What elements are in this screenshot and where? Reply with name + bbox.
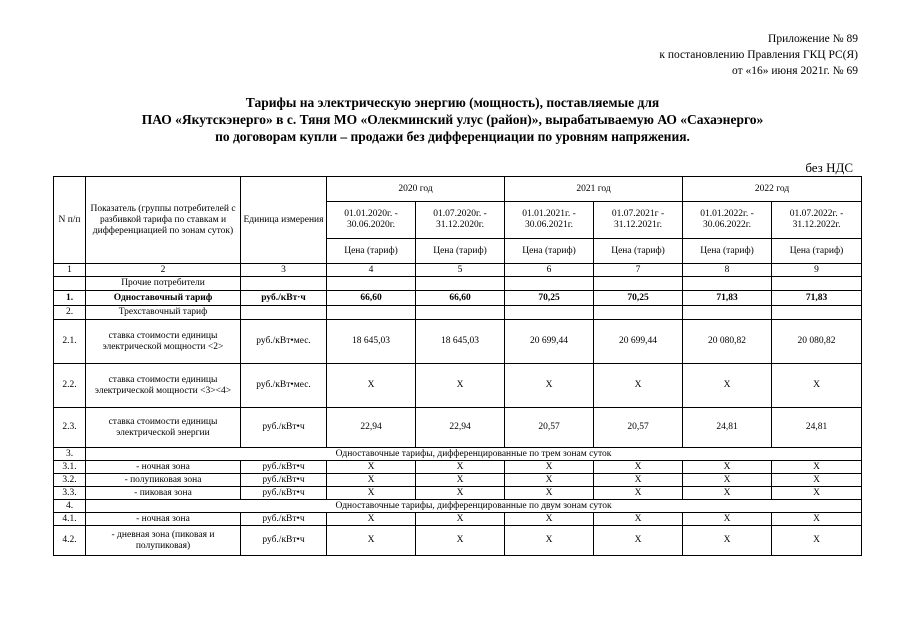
row-value: X [772, 461, 862, 474]
col-number: 8 [683, 264, 772, 277]
header-period: 01.01.2020г. - 30.06.2020г. [327, 202, 416, 239]
title-line-2: ПАО «Якутскэнерго» в с. Тяня МО «Олекминский улус (район)», вырабатываемую АО «Сахаэнерго» [141, 112, 764, 127]
row-num: 4. [54, 500, 86, 513]
header-price: Цена (тариф) [416, 239, 505, 264]
row-value: 24,81 [772, 408, 862, 448]
row-value: 18 645,03 [416, 320, 505, 364]
col-number: 6 [505, 264, 594, 277]
header-price: Цена (тариф) [505, 239, 594, 264]
appendix-number: Приложение № 89 [768, 33, 858, 45]
row-num: 4.1. [54, 513, 86, 526]
header-year-2022: 2022 год [683, 177, 862, 202]
row-value: X [416, 526, 505, 556]
row-value: X [683, 364, 772, 408]
table-row-half-peak-zone [54, 474, 862, 487]
table-row-day-zone [54, 526, 862, 556]
row-name: ставка стоимости единицы электрической мощности <2> [86, 320, 241, 364]
row-num: 1. [54, 291, 86, 306]
row-value: X [505, 513, 594, 526]
title-line-3: по договорам купли – продажи без дифференциации по уровням напряжения. [215, 129, 690, 144]
row-name: Одноставочный тариф [86, 291, 241, 306]
header-year-2021: 2021 год [505, 177, 683, 202]
row-value: 20 699,44 [505, 320, 594, 364]
row-value: X [594, 461, 683, 474]
table-row-peak-zone [54, 487, 862, 500]
row-value: X [327, 364, 416, 408]
col-number: 3 [241, 264, 327, 277]
row-unit: руб./кВт•ч [241, 461, 327, 474]
row-value: X [683, 461, 772, 474]
table-row-capacity-rate-2 [54, 364, 862, 408]
row-name: - пиковая зона [86, 487, 241, 500]
header-year-2020: 2020 год [327, 177, 505, 202]
table-row-night-zone [54, 461, 862, 474]
row-value: X [683, 513, 772, 526]
row-unit: руб./кВт•мес. [241, 320, 327, 364]
row-unit: руб./кВт•ч [241, 487, 327, 500]
row-value: 70,25 [594, 291, 683, 306]
row-value: X [505, 487, 594, 500]
row-value: 70,25 [505, 291, 594, 306]
title-line-1: Тарифы на электрическую энергию (мощность), поставляемые для [245, 95, 660, 110]
row-num: 3.1. [54, 461, 86, 474]
row-value: X [772, 526, 862, 556]
row-value: 24,81 [683, 408, 772, 448]
row-value: X [327, 513, 416, 526]
row-unit: руб./кВт•ч [241, 474, 327, 487]
row-num: 2.1. [54, 320, 86, 364]
row-value: X [416, 474, 505, 487]
appendix-block [659, 31, 858, 79]
row-value: 20 080,82 [683, 320, 772, 364]
row-value: X [505, 526, 594, 556]
row-name: ставка стоимости единицы электрической мощности <3><4> [86, 364, 241, 408]
row-value: X [594, 526, 683, 556]
row-value: 22,94 [327, 408, 416, 448]
row-value: 66,60 [416, 291, 505, 306]
row-name: Одноставочные тарифы, дифференцированные по двум зонам суток [86, 500, 862, 513]
vat-note: без НДС [805, 160, 853, 175]
row-value: X [683, 526, 772, 556]
table-row-energy-rate [54, 408, 862, 448]
appendix-resolution: к постановлению Правления ГКЦ РС(Я) [659, 49, 858, 61]
table-row-two-zones [54, 500, 862, 513]
header-period: 01.07.2020г. - 31.12.2020г. [416, 202, 505, 239]
row-value: 20 080,82 [772, 320, 862, 364]
col-number: 7 [594, 264, 683, 277]
row-num: 3. [54, 448, 86, 461]
group-row-other-consumers [54, 277, 862, 291]
row-value: 20,57 [505, 408, 594, 448]
row-value: X [594, 487, 683, 500]
col-number: 1 [54, 264, 86, 277]
row-num: 2.3. [54, 408, 86, 448]
row-num: 2. [54, 306, 86, 320]
row-value: 20 699,44 [594, 320, 683, 364]
row-num: 4.2. [54, 526, 86, 556]
row-value: X [683, 474, 772, 487]
row-num: 2.2. [54, 364, 86, 408]
row-name: - ночная зона [86, 513, 241, 526]
row-name: Одноставочные тарифы, дифференцированные по трем зонам суток [86, 448, 862, 461]
row-value: X [416, 487, 505, 500]
row-unit: руб./кВт•ч [241, 526, 327, 556]
row-value: X [594, 513, 683, 526]
header-period: 01.07.2022г. - 31.12.2022г. [772, 202, 862, 239]
row-value: X [327, 474, 416, 487]
table-row-capacity-rate [54, 320, 862, 364]
row-unit: руб./кВт•мес. [241, 364, 327, 408]
header-price: Цена (тариф) [327, 239, 416, 264]
row-unit: руб./кВт·ч [241, 291, 327, 306]
row-name: Трехставочный тариф [86, 306, 241, 320]
row-num: 3.3. [54, 487, 86, 500]
row-value: 22,94 [416, 408, 505, 448]
row-name: - полупиковая зона [86, 474, 241, 487]
row-value: X [772, 487, 862, 500]
row-name: - дневная зона (пиковая и полупиковая) [86, 526, 241, 556]
row-value: X [594, 364, 683, 408]
row-unit: руб./кВт•ч [241, 513, 327, 526]
group-label: Прочие потребители [86, 277, 241, 291]
row-value: 71,83 [772, 291, 862, 306]
col-number: 4 [327, 264, 416, 277]
row-value: X [505, 364, 594, 408]
row-value: X [683, 487, 772, 500]
row-value: X [772, 364, 862, 408]
header-unit: Единица измерения [241, 177, 327, 264]
row-value: X [327, 487, 416, 500]
row-name: - ночная зона [86, 461, 241, 474]
row-value: 20,57 [594, 408, 683, 448]
row-name: ставка стоимости единицы электрической энергии [86, 408, 241, 448]
row-value: 66,60 [327, 291, 416, 306]
row-value: X [416, 364, 505, 408]
col-number: 9 [772, 264, 862, 277]
row-value: X [505, 474, 594, 487]
header-price: Цена (тариф) [772, 239, 862, 264]
row-value: X [772, 474, 862, 487]
row-value: 18 645,03 [327, 320, 416, 364]
row-value: X [505, 461, 594, 474]
header-row-years [54, 177, 862, 202]
header-period: 01.01.2022г. - 30.06.2022г. [683, 202, 772, 239]
col-number: 2 [86, 264, 241, 277]
header-price: Цена (тариф) [683, 239, 772, 264]
header-num: N п/п [54, 177, 86, 264]
row-value: X [327, 526, 416, 556]
row-value: X [416, 513, 505, 526]
document-title [0, 94, 905, 145]
header-period: 01.01.2021г. - 30.06.2021г. [505, 202, 594, 239]
tariff-table [53, 176, 862, 556]
table-row-single-rate [54, 291, 862, 306]
col-number: 5 [416, 264, 505, 277]
row-value: X [594, 474, 683, 487]
table-row-three-rate [54, 306, 862, 320]
header-price: Цена (тариф) [594, 239, 683, 264]
row-value: X [327, 461, 416, 474]
row-value: X [416, 461, 505, 474]
row-value: 71,83 [683, 291, 772, 306]
row-unit: руб./кВт•ч [241, 408, 327, 448]
header-indicator: Показатель (группы потребителей с разбивкой тарифа по ставкам и дифференциацией по зонам суток) [86, 177, 241, 264]
table-row-three-zones [54, 448, 862, 461]
column-numbers-row [54, 264, 862, 277]
row-num: 3.2. [54, 474, 86, 487]
appendix-date: от «16» июня 2021г. № 69 [732, 65, 858, 77]
table-row-night-zone-2 [54, 513, 862, 526]
row-value: X [772, 513, 862, 526]
header-period: 01.07.2021г - 31.12.2021г. [594, 202, 683, 239]
